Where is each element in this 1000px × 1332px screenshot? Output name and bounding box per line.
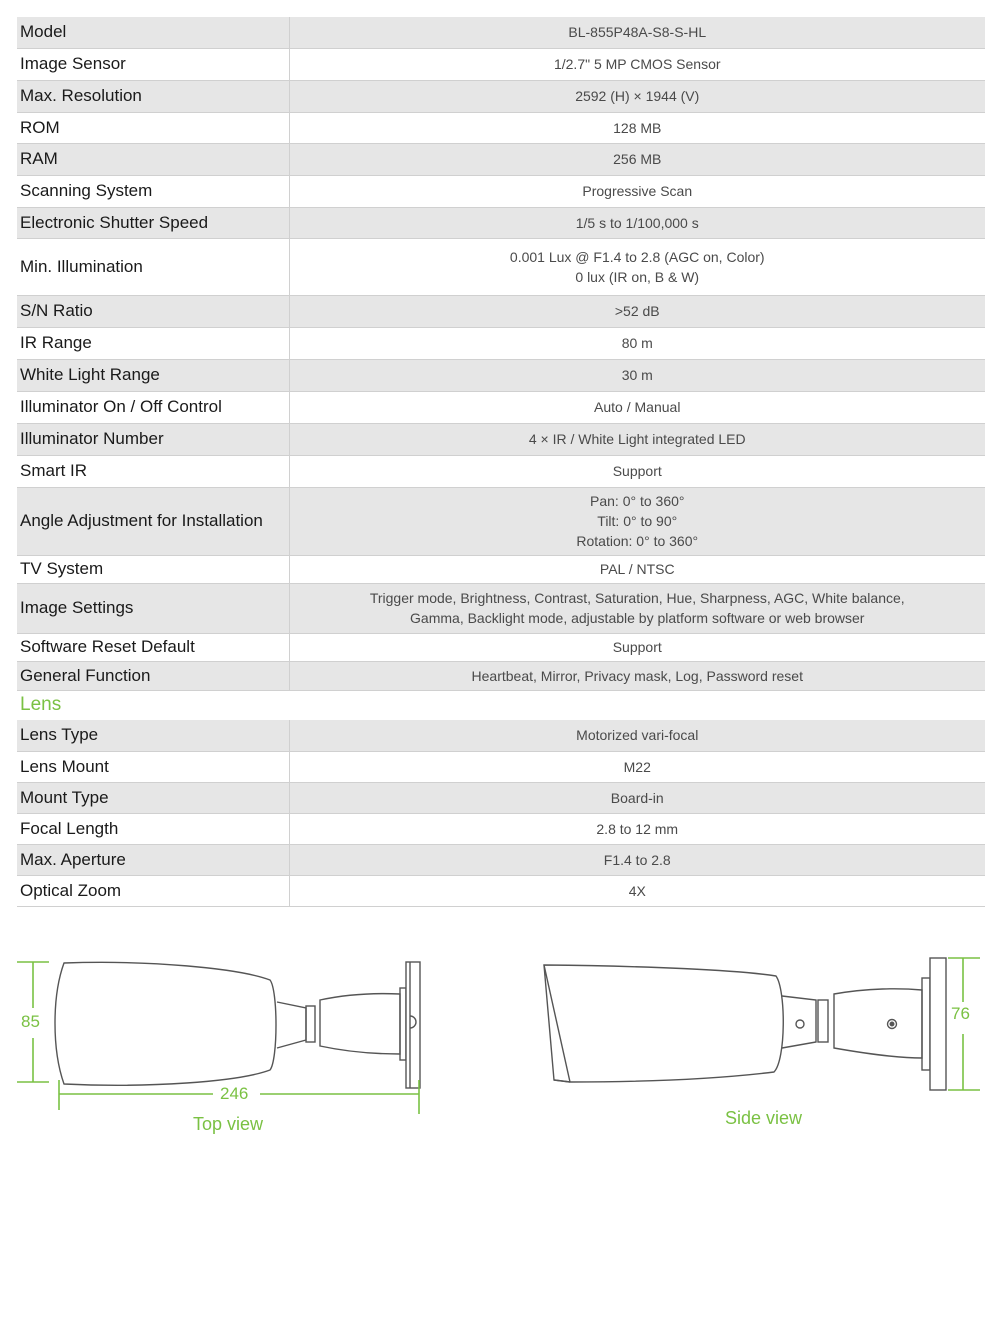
spec-value: 80 m — [289, 327, 985, 359]
table-row — [17, 238, 985, 295]
spec-label: Mount Type — [17, 782, 289, 813]
spec-label: Software Reset Default — [17, 633, 289, 661]
table-row — [17, 661, 985, 690]
spec-value: BL-855P48A-S8-S-HL — [289, 17, 985, 48]
spec-label: IR Range — [17, 327, 289, 359]
spec-value: 2.8 to 12 mm — [289, 813, 985, 844]
side-view-height-dimension: 76 — [951, 1004, 970, 1023]
spec-label: Lens Mount — [17, 751, 289, 782]
spec-label: Image Sensor — [17, 48, 289, 80]
table-row — [17, 48, 985, 80]
table-row — [17, 583, 985, 633]
table-row — [17, 555, 985, 583]
spec-label: General Function — [17, 661, 289, 690]
spec-label: Max. Aperture — [17, 844, 289, 875]
spec-value: 256 MB — [289, 143, 985, 175]
top-view-length-dimension: 246 — [220, 1084, 249, 1103]
spec-value: F1.4 to 2.8 — [289, 844, 985, 875]
spec-value: 1/5 s to 1/100,000 s — [289, 207, 985, 238]
top-view-caption: Top view — [193, 1114, 264, 1134]
dimension-diagrams — [8, 930, 992, 1150]
spec-value: Board-in — [289, 782, 985, 813]
table-row — [17, 175, 985, 207]
spec-value: >52 dB — [289, 295, 985, 327]
table-row — [17, 844, 985, 875]
spec-value: Progressive Scan — [289, 175, 985, 207]
spec-label: Illuminator Number — [17, 423, 289, 455]
table-row — [17, 359, 985, 391]
spec-value: 128 MB — [289, 112, 985, 143]
side-view-caption: Side view — [725, 1108, 803, 1128]
table-row — [17, 751, 985, 782]
spec-label: Optical Zoom — [17, 875, 289, 906]
spec-value: Motorized vari-focal — [289, 720, 985, 751]
spec-label: Illuminator On / Off Control — [17, 391, 289, 423]
table-row — [17, 80, 985, 112]
table-row — [17, 720, 985, 751]
spec-value: Heartbeat, Mirror, Privacy mask, Log, Password reset — [289, 661, 985, 690]
top-view-drawing — [55, 962, 420, 1088]
spec-value: M22 — [289, 751, 985, 782]
table-row — [17, 875, 985, 906]
spec-label: Scanning System — [17, 175, 289, 207]
table-row — [17, 813, 985, 844]
spec-value: 4X — [289, 875, 985, 906]
table-row — [17, 487, 985, 555]
top-view-height-dimension: 85 — [21, 1012, 40, 1031]
lens-section-header — [17, 690, 985, 720]
side-view-dimension-lines — [948, 958, 980, 1090]
table-row — [17, 633, 985, 661]
spec-label: TV System — [17, 555, 289, 583]
table-row — [17, 391, 985, 423]
spec-value: 1/2.7" 5 MP CMOS Sensor — [289, 48, 985, 80]
spec-label: Lens Type — [17, 720, 289, 751]
table-row — [17, 17, 985, 48]
spec-label: Min. Illumination — [17, 238, 289, 295]
spec-label: S/N Ratio — [17, 295, 289, 327]
camera-drawings — [8, 930, 992, 1150]
table-row — [17, 112, 985, 143]
spec-label: Angle Adjustment for Installation — [17, 487, 289, 555]
spec-value: Trigger mode, Brightness, Contrast, Saturation, Hue, Sharpness, AGC, White balance, Gamma, Backlight mode, adjustable by platform software or web browser — [289, 583, 985, 633]
spec-label: White Light Range — [17, 359, 289, 391]
spec-value: 0.001 Lux @ F1.4 to 2.8 (AGC on, Color) 0 lux (IR on, B & W) — [289, 238, 985, 295]
spec-value: 4 × IR / White Light integrated LED — [289, 423, 985, 455]
spec-label: RAM — [17, 143, 289, 175]
spec-label: Image Settings — [17, 583, 289, 633]
spec-value: PAL / NTSC — [289, 555, 985, 583]
spec-value: Auto / Manual — [289, 391, 985, 423]
spec-value: 2592 (H) × 1944 (V) — [289, 80, 985, 112]
spec-label: Focal Length — [17, 813, 289, 844]
table-row — [17, 327, 985, 359]
spec-label: ROM — [17, 112, 289, 143]
spec-value: Support — [289, 633, 985, 661]
table-row — [17, 423, 985, 455]
spec-table — [17, 17, 985, 907]
spec-label: Model — [17, 17, 289, 48]
table-row — [17, 295, 985, 327]
spec-value: Support — [289, 455, 985, 487]
spec-label: Smart IR — [17, 455, 289, 487]
table-row — [17, 782, 985, 813]
side-view-drawing — [544, 958, 946, 1090]
table-row — [17, 207, 985, 238]
spec-label: Electronic Shutter Speed — [17, 207, 289, 238]
spec-label: Max. Resolution — [17, 80, 289, 112]
table-row — [17, 143, 985, 175]
spec-value: Pan: 0° to 360° Tilt: 0° to 90° Rotation: 0° to 360° — [289, 487, 985, 555]
spec-value: 30 m — [289, 359, 985, 391]
table-row — [17, 455, 985, 487]
section-title: Lens — [17, 690, 985, 720]
